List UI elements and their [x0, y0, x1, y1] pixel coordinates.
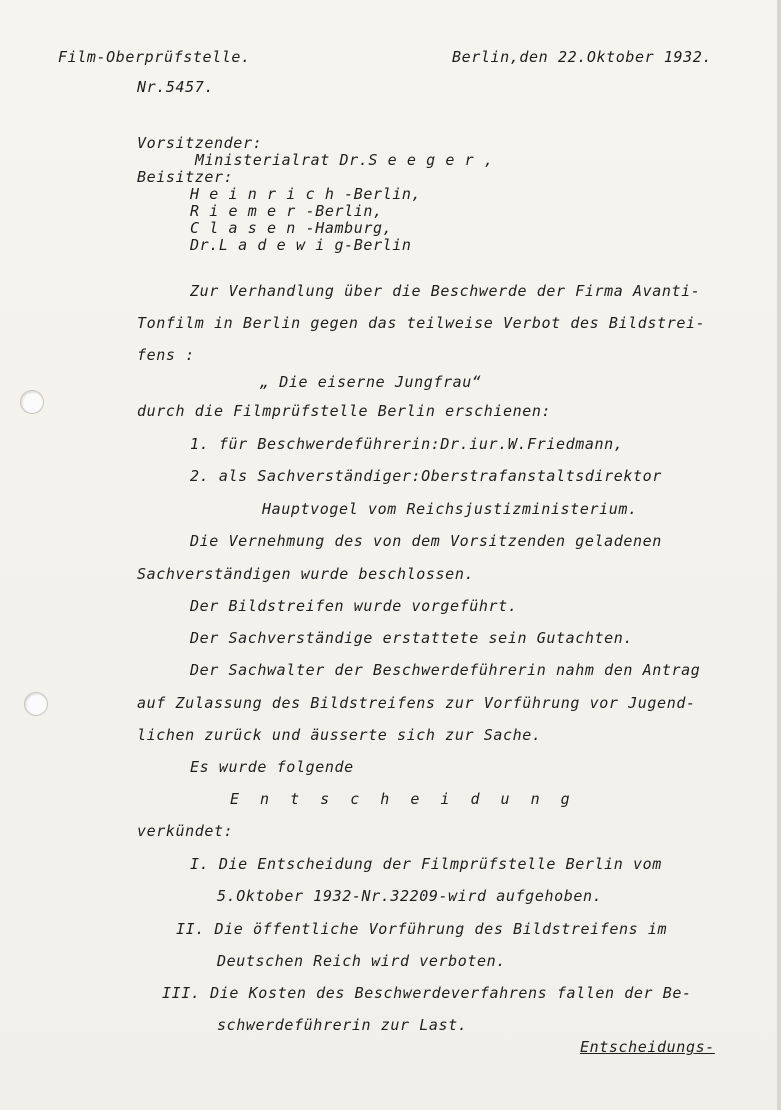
- body-line-10: Der Bildstreifen wurde vorgeführt.: [190, 597, 518, 615]
- assessor-3: C l a s e n -Hamburg,: [190, 219, 393, 237]
- punch-hole-top: [20, 390, 44, 414]
- decision-2-line-1: II. Die öffentliche Vorführung des Bildstreifens im: [176, 920, 668, 938]
- reference-number: Nr.5457.: [137, 78, 215, 96]
- decision-3-line-2: schwerdeführerin zur Last.: [217, 1016, 468, 1034]
- assessor-2: R i e m e r -Berlin,: [190, 202, 383, 220]
- body-line-11: Der Sachverständige erstattete sein Gutachten.: [190, 629, 634, 647]
- body-line-5: 1. für Beschwerdeführerin:Dr.iur.W.Friedmann,: [190, 435, 624, 453]
- body-line-13: auf Zulassung des Bildstreifens zur Vorführung vor Jugend-: [137, 694, 696, 712]
- body-line-1: Zur Verhandlung über die Beschwerde der Firma Avanti-: [190, 282, 701, 300]
- decision-3-line-1: III. Die Kosten des Beschwerdeverfahrens fallen der Be-: [162, 984, 692, 1002]
- body-line-7: Hauptvogel vom Reichsjustizministerium.: [262, 500, 638, 518]
- body-line-8: Die Vernehmung des von dem Vorsitzenden geladenen: [190, 532, 662, 550]
- catchword: Entscheidungs-: [580, 1038, 715, 1056]
- punch-hole-bottom: [24, 692, 48, 716]
- film-title: „ Die eiserne Jungfrau“: [260, 373, 482, 391]
- body-line-12: Der Sachwalter der Beschwerdeführerin nahm den Antrag: [190, 661, 701, 679]
- body-line-9: Sachverständigen wurde beschlossen.: [137, 565, 475, 583]
- body-line-16: verkündet:: [137, 822, 234, 840]
- body-line-15: Es wurde folgende: [190, 758, 354, 776]
- assessor-4: Dr.L a d e w i g-Berlin: [190, 236, 412, 254]
- page-edge: [777, 0, 781, 1110]
- place-date: Berlin,den 22.Oktober 1932.: [452, 48, 713, 66]
- chair-name: Ministerialrat Dr.S e e g e r ,: [195, 151, 494, 169]
- decision-2-line-2: Deutschen Reich wird verboten.: [217, 952, 506, 970]
- office-name: Film-Oberprüfstelle.: [58, 48, 251, 66]
- decision-1-line-2: 5.Oktober 1932-Nr.32209-wird aufgehoben.: [217, 887, 603, 905]
- decision-heading: E n t s c h e i d u n g: [230, 790, 576, 808]
- body-line-4: durch die Filmprüfstelle Berlin erschienen:: [137, 402, 552, 420]
- chair-label: Vorsitzender:: [137, 134, 263, 152]
- assessor-1: H e i n r i c h -Berlin,: [190, 185, 422, 203]
- body-line-14: lichen zurück und äusserte sich zur Sache.: [137, 726, 542, 744]
- body-line-2: Tonfilm in Berlin gegen das teilweise Verbot des Bildstrei-: [137, 314, 706, 332]
- assessors-label: Beisitzer:: [137, 168, 234, 186]
- body-line-6: 2. als Sachverständiger:Oberstrafanstaltsdirektor: [190, 467, 662, 485]
- decision-1-line-1: I. Die Entscheidung der Filmprüfstelle Berlin vom: [190, 855, 662, 873]
- body-line-3: fens :: [137, 346, 195, 364]
